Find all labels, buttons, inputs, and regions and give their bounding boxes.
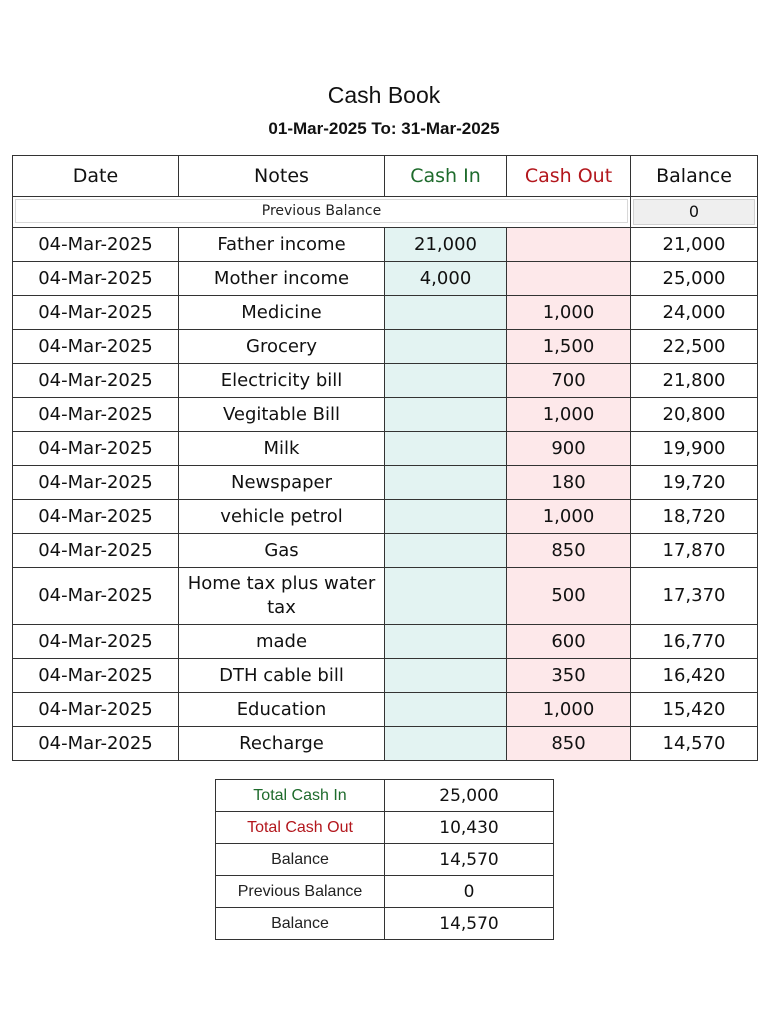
entry-note: Father income: [179, 228, 385, 262]
summary-row: [216, 844, 554, 876]
entry-date: 04-Mar-2025: [13, 466, 179, 500]
entry-note: Mother income: [179, 262, 385, 296]
table-row: [13, 659, 758, 693]
table-row: [13, 693, 758, 727]
summary-value: 25,000: [385, 780, 554, 812]
entry-cash-in: [385, 693, 507, 727]
previous-balance-row: [13, 197, 758, 228]
entry-cash-in: [385, 534, 507, 568]
entry-note: made: [179, 625, 385, 659]
entry-cash-in: [385, 659, 507, 693]
entry-date: 04-Mar-2025: [13, 296, 179, 330]
entry-cash-in: [385, 568, 507, 625]
table-row: [13, 466, 758, 500]
table-row: [13, 364, 758, 398]
entry-cash-out: 700: [507, 364, 631, 398]
entry-balance: 14,570: [631, 727, 758, 761]
entry-cash-out: 1,000: [507, 296, 631, 330]
table-row: [13, 330, 758, 364]
entry-note: Grocery: [179, 330, 385, 364]
header-cash-out: Cash Out: [507, 156, 631, 197]
entry-note: Electricity bill: [179, 364, 385, 398]
entry-balance: 22,500: [631, 330, 758, 364]
table-header-row: [13, 156, 758, 197]
entry-balance: 21,000: [631, 228, 758, 262]
entry-cash-out: 1,500: [507, 330, 631, 364]
table-row: [13, 534, 758, 568]
entry-cash-out: 500: [507, 568, 631, 625]
entry-cash-in: [385, 364, 507, 398]
entry-date: 04-Mar-2025: [13, 534, 179, 568]
entry-balance: 18,720: [631, 500, 758, 534]
entry-date: 04-Mar-2025: [13, 398, 179, 432]
entry-balance: 25,000: [631, 262, 758, 296]
entry-date: 04-Mar-2025: [13, 625, 179, 659]
entry-cash-out: [507, 228, 631, 262]
entry-date: 04-Mar-2025: [13, 432, 179, 466]
summary-value: 0: [385, 876, 554, 908]
entry-cash-in: [385, 466, 507, 500]
entry-cash-in: 21,000: [385, 228, 507, 262]
entry-date: 04-Mar-2025: [13, 228, 179, 262]
entry-cash-out: 180: [507, 466, 631, 500]
summary-label: Balance: [216, 844, 385, 876]
table-row: [13, 500, 758, 534]
entry-balance: 19,900: [631, 432, 758, 466]
summary-value: 10,430: [385, 812, 554, 844]
entry-balance: 21,800: [631, 364, 758, 398]
summary-row: [216, 908, 554, 940]
date-range: 01-Mar-2025 To: 31-Mar-2025: [268, 119, 500, 138]
entry-cash-out: 1,000: [507, 398, 631, 432]
entry-date: 04-Mar-2025: [13, 330, 179, 364]
header-cash-in: Cash In: [385, 156, 507, 197]
entry-cash-out: [507, 262, 631, 296]
entry-cash-out: 350: [507, 659, 631, 693]
table-row: [13, 262, 758, 296]
table-row: [13, 568, 758, 625]
entry-date: 04-Mar-2025: [13, 659, 179, 693]
table-row: [13, 228, 758, 262]
entry-cash-in: [385, 625, 507, 659]
entry-balance: 16,420: [631, 659, 758, 693]
previous-balance-value: 0: [633, 199, 755, 225]
entry-date: 04-Mar-2025: [13, 500, 179, 534]
entry-balance: 24,000: [631, 296, 758, 330]
entry-note: vehicle petrol: [179, 500, 385, 534]
header-date: Date: [13, 156, 179, 197]
summary-row: [216, 876, 554, 908]
entry-cash-out: 900: [507, 432, 631, 466]
table-row: [13, 625, 758, 659]
entry-note: Gas: [179, 534, 385, 568]
entry-cash-in: [385, 330, 507, 364]
table-row: [13, 727, 758, 761]
entry-date: 04-Mar-2025: [13, 727, 179, 761]
entry-balance: 20,800: [631, 398, 758, 432]
entry-cash-in: [385, 432, 507, 466]
cash-book-table: [12, 155, 758, 761]
entry-date: 04-Mar-2025: [13, 568, 179, 625]
entry-cash-in: [385, 727, 507, 761]
summary-row: [216, 812, 554, 844]
summary-label: Previous Balance: [216, 876, 385, 908]
entry-note: DTH cable bill: [179, 659, 385, 693]
summary-value: 14,570: [385, 844, 554, 876]
table-row: [13, 398, 758, 432]
entry-balance: 17,370: [631, 568, 758, 625]
summary-label: Total Cash Out: [216, 812, 385, 844]
summary-row: [216, 780, 554, 812]
entry-note: Milk: [179, 432, 385, 466]
entry-date: 04-Mar-2025: [13, 364, 179, 398]
entry-balance: 17,870: [631, 534, 758, 568]
table-row: [13, 432, 758, 466]
summary-label: Balance: [216, 908, 385, 940]
entry-balance: 19,720: [631, 466, 758, 500]
header-notes: Notes: [179, 156, 385, 197]
summary-value: 14,570: [385, 908, 554, 940]
entry-note: Education: [179, 693, 385, 727]
page-title: Cash Book: [327, 82, 441, 108]
summary-table: [215, 779, 554, 940]
entry-cash-in: 4,000: [385, 262, 507, 296]
entry-note: Recharge: [179, 727, 385, 761]
entry-cash-in: [385, 296, 507, 330]
entry-date: 04-Mar-2025: [13, 693, 179, 727]
entry-note: Vegitable Bill: [179, 398, 385, 432]
entry-cash-out: 1,000: [507, 500, 631, 534]
entry-note: Medicine: [179, 296, 385, 330]
entry-cash-out: 850: [507, 534, 631, 568]
entry-date: 04-Mar-2025: [13, 262, 179, 296]
entry-cash-out: 850: [507, 727, 631, 761]
table-row: [13, 296, 758, 330]
entry-cash-out: 600: [507, 625, 631, 659]
previous-balance-label: Previous Balance: [15, 199, 628, 223]
entry-balance: 15,420: [631, 693, 758, 727]
entry-cash-in: [385, 500, 507, 534]
entry-note: Home tax plus water tax: [179, 568, 385, 625]
entry-balance: 16,770: [631, 625, 758, 659]
header-balance: Balance: [631, 156, 758, 197]
entry-cash-in: [385, 398, 507, 432]
entry-cash-out: 1,000: [507, 693, 631, 727]
entry-note: Newspaper: [179, 466, 385, 500]
summary-label: Total Cash In: [216, 780, 385, 812]
